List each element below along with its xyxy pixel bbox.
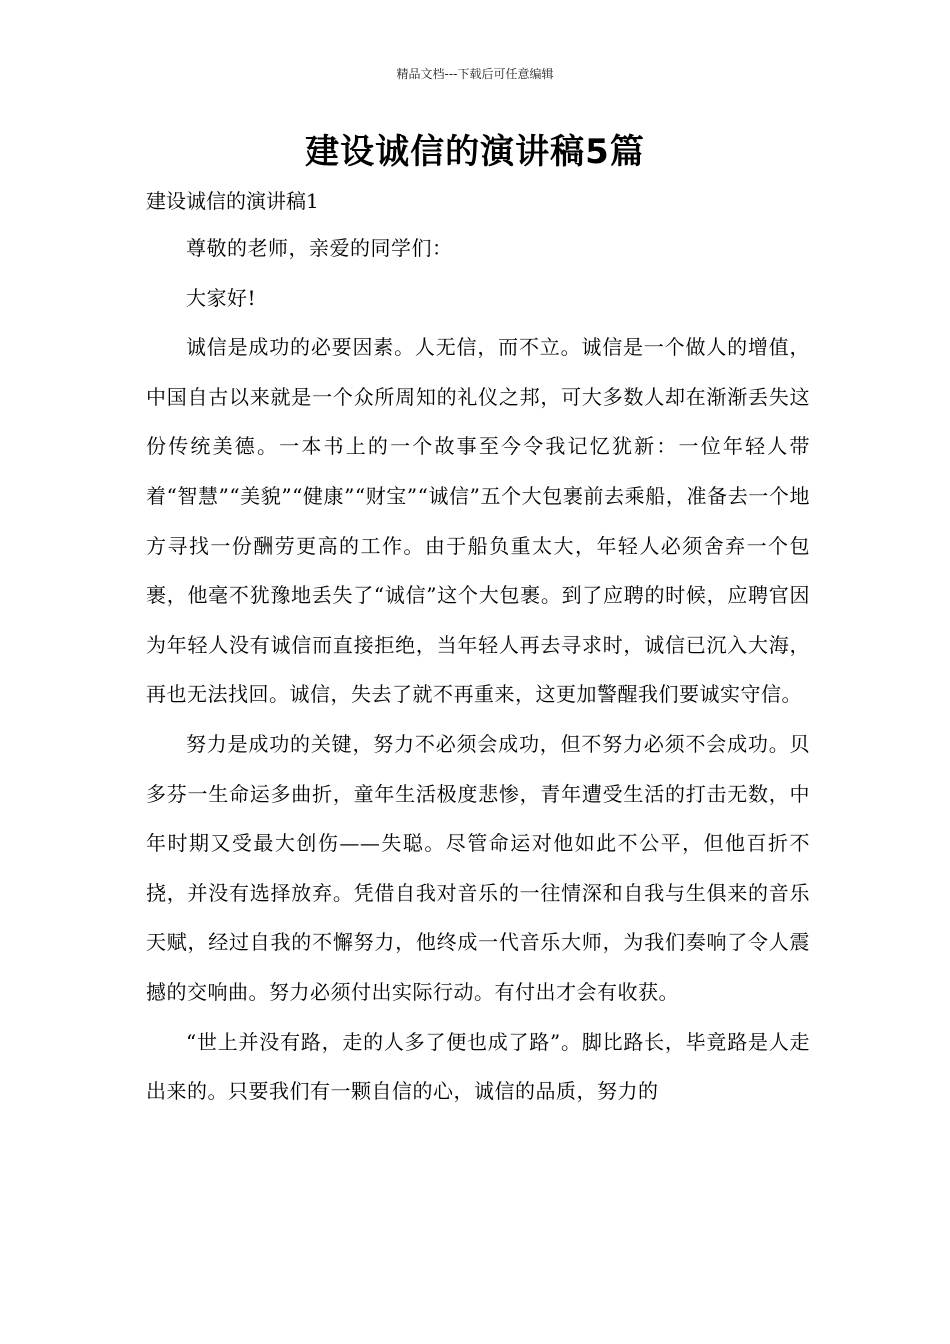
body-paragraph: 努力是成功的关键，努力不必须会成功，但不努力必须不会成功。贝多芬一生命运多曲折，童年生活极度悲惨，青年遭受生活的打击无数，中年时期又受最大创伤——失聪。尽管命运对他如此不公平，但他百折不挠，并没有选择放弃。凭借自我对音乐的一往情深和自我与生俱来的音乐天赋，经过自我的不懈努力，他终成一代音乐大师，为我们奏响了令人震撼的交响曲。努力必须付出实际行动。有付出才会有收获。 [146,731,810,1004]
body-paragraph: 诚信是成功的必要因素。人无信，而不立。诚信是一个做人的增值，中国自古以来就是一个众所周知的礼仪之邦，可大多数人却在渐渐丢失这份传统美德。一本书上的一个故事至今令我记忆犹新：一位年轻人带着“智慧”“美貌”“健康”“财宝”“诚信”五个大包裹前去乘船，准备去一个地方寻找一份酬劳更高的工作。由于船负重太大，年轻人必须舍弃一个包裹，他毫不犹豫地丢失了“诚信”这个大包裹。到了应聘的时候，应聘官因为年轻人没有诚信而直接拒绝，当年轻人再去寻求时，诚信已沉入大海，再也无法找回。诚信，失去了就不再重来，这更加警醒我们要诚实守信。 [146,335,810,707]
body-paragraph: “世上并没有路，走的人多了便也成了路”。脚比路长，毕竟路是人走出来的。只要我们有一颗自信的心，诚信的品质，努力的 [146,1029,810,1104]
salutation-paragraph: 尊敬的老师，亲爱的同学们： [186,236,453,260]
section-heading: 建设诚信的演讲稿1 [146,189,319,213]
page-header-note: 精品文档---下载后可任意编辑 [396,67,554,81]
document-title: 建设诚信的演讲稿5篇 [305,132,645,172]
document-body [146,224,810,1117]
greeting-paragraph: 大家好! [186,285,257,310]
